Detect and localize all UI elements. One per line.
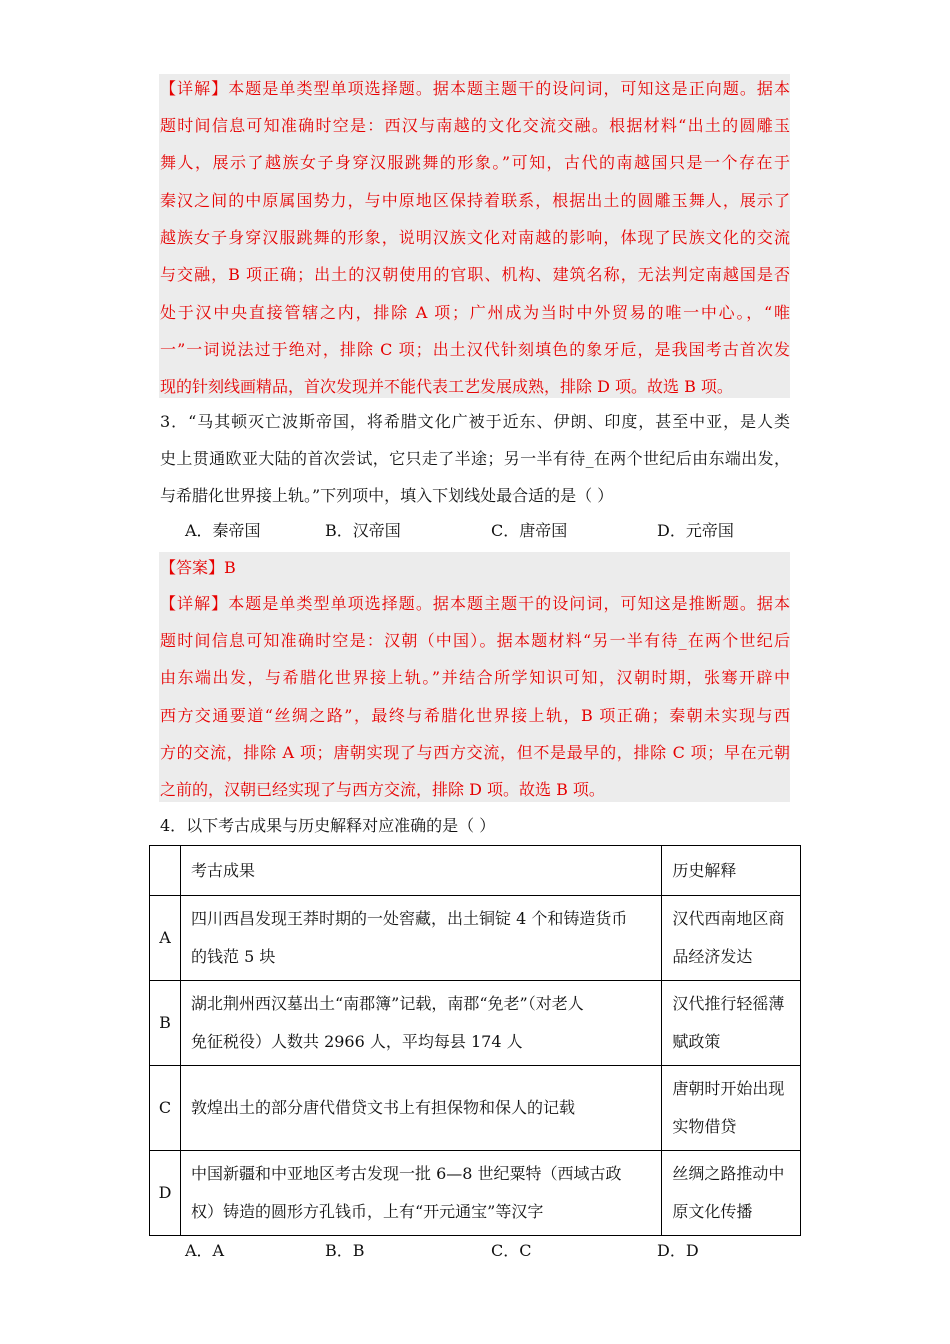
interpretation-cell: 汉代西南地区商 品经济发达 — [662, 896, 801, 981]
row-letter: D — [150, 1151, 181, 1236]
archaeology-cell: 四川西昌发现王莽时期的一处窖藏，出土铜锭 4 个和铸造货币 的钱范 5 块 — [180, 896, 661, 981]
detail-q3-line: 之前的，汉朝已经实现了与西方交流，排除 D 项。故选 B 项。 — [160, 780, 605, 799]
question-3-stem: 3．“马其顿灭亡波斯帝国，将希腊文化广被于近东、伊朗、印度，甚至中亚，是人类 — [160, 412, 790, 431]
table-header-row — [150, 846, 801, 896]
interpretation-cell: 汉代推行轻徭薄 赋政策 — [662, 981, 801, 1066]
detail-q2-line: 秦汉之间的中原属国势力，与中原地区保持着联系，根据出土的圆雕玉舞人，展示了 — [160, 191, 790, 210]
answer-value: B — [224, 558, 236, 577]
table-row — [150, 1151, 801, 1236]
table-header-cell — [150, 846, 181, 896]
detail-q3-line: 题时间信息可知准确时空是：汉朝（中国）。据本题材料“另一半有待_在两个世纪后 — [160, 631, 790, 650]
detail-q2-line: 一”一词说法过于绝对，排除 C 项；出土汉代针刻填色的象牙卮，是我国考古首次发 — [160, 340, 790, 359]
archaeology-cell: 湖北荆州西汉墓出土“南郡簿”记载，南郡“免老”（对老人 免征税役）人数共 2966 人，平均每县 174 人 — [180, 981, 661, 1066]
row-letter: B — [150, 981, 181, 1066]
option-a: A．A — [185, 1241, 225, 1260]
archaeology-cell: 中国新疆和中亚地区考古发现一批 6—8 世纪粟特（西域古政 权）铸造的圆形方孔钱币，上有“开元通宝”等汉字 — [180, 1151, 661, 1236]
detail-q3-line: 由东端出发，与希腊化世界接上轨。”并结合所学知识可知，汉朝时期，张骞开辟中 — [160, 668, 790, 687]
row-letter: A — [150, 896, 181, 981]
detail-q2-line: 与交融，B 项正确；出土的汉朝使用的官职、机构、建筑名称，无法判定南越国是否 — [160, 265, 790, 284]
table-header-cell: 历史解释 — [662, 846, 801, 896]
option-c: C．唐帝国 — [491, 521, 568, 540]
detail-q3-line: 【详解】本题是单类型单项选择题。据本题主题干的设问词，可知这是推断题。据本 — [160, 594, 790, 613]
interpretation-cell: 唐朝时开始出现 实物借贷 — [662, 1066, 801, 1151]
detail-tag: 【详解】 — [160, 79, 229, 98]
option-b: B．B — [325, 1241, 365, 1260]
table-row — [150, 1066, 801, 1151]
option-b: B．汉帝国 — [325, 521, 401, 540]
table-header-cell: 考古成果 — [180, 846, 661, 896]
detail-q3-line: 方的交流，排除 A 项；唐朝实现了与西方交流，但不是最早的，排除 C 项；早在元朝 — [160, 743, 790, 762]
detail-q2-line: 处于汉中央直接管辖之内，排除 A 项；广州成为当时中外贸易的唯一中心。，“唯 — [160, 303, 790, 322]
detail-q2-line: 【详解】本题是单类型单项选择题。据本题主题干的设问词，可知这是正向题。据本 — [160, 79, 790, 98]
table-row — [150, 981, 801, 1066]
table-row — [150, 896, 801, 981]
question-4-stem: 4．以下考古成果与历史解释对应准确的是（ ） — [160, 816, 496, 835]
row-letter: C — [150, 1066, 181, 1151]
answer-tag: 【答案】 — [160, 558, 225, 577]
detail-q2-line: 舞人，展示了越族女子身穿汉服跳舞的形象。”可知，古代的南越国只是一个存在于 — [160, 153, 790, 172]
interpretation-cell: 丝绸之路推动中 原文化传播 — [662, 1151, 801, 1236]
detail-q2-line: 现的针刻线画精品，首次发现并不能代表工艺发展成熟，排除 D 项。故选 B 项。 — [160, 377, 733, 396]
question-3-stem: 史上贯通欧亚大陆的首次尝试，它只走了半途；另一半有待_在两个世纪后由东端出发， — [160, 449, 790, 468]
option-d: D．元帝国 — [657, 521, 734, 540]
question-3-stem: 与希腊化世界接上轨。”下列项中，填入下划线处最合适的是（ ） — [160, 486, 614, 505]
archaeology-cell: 敦煌出土的部分唐代借贷文书上有担保物和保人的记载 — [180, 1066, 661, 1151]
question-4-table — [149, 845, 801, 1236]
detail-tag: 【详解】 — [160, 594, 229, 613]
answer-q3 — [160, 557, 236, 579]
detail-q2-line: 越族女子身穿汉服跳舞的形象，说明汉族文化对南越的影响，体现了民族文化的交流 — [160, 228, 790, 247]
detail-q2-line: 题时间信息可知准确时空是：西汉与南越的文化交流交融。根据材料“出土的圆雕玉 — [160, 116, 790, 135]
option-c: C．C — [491, 1241, 532, 1260]
option-a: A．秦帝国 — [185, 521, 261, 540]
detail-q3-line: 西方交通要道“丝绸之路”，最终与希腊化世界接上轨，B 项正确；秦朝未实现与西 — [160, 706, 790, 725]
option-d: D．D — [657, 1241, 699, 1260]
